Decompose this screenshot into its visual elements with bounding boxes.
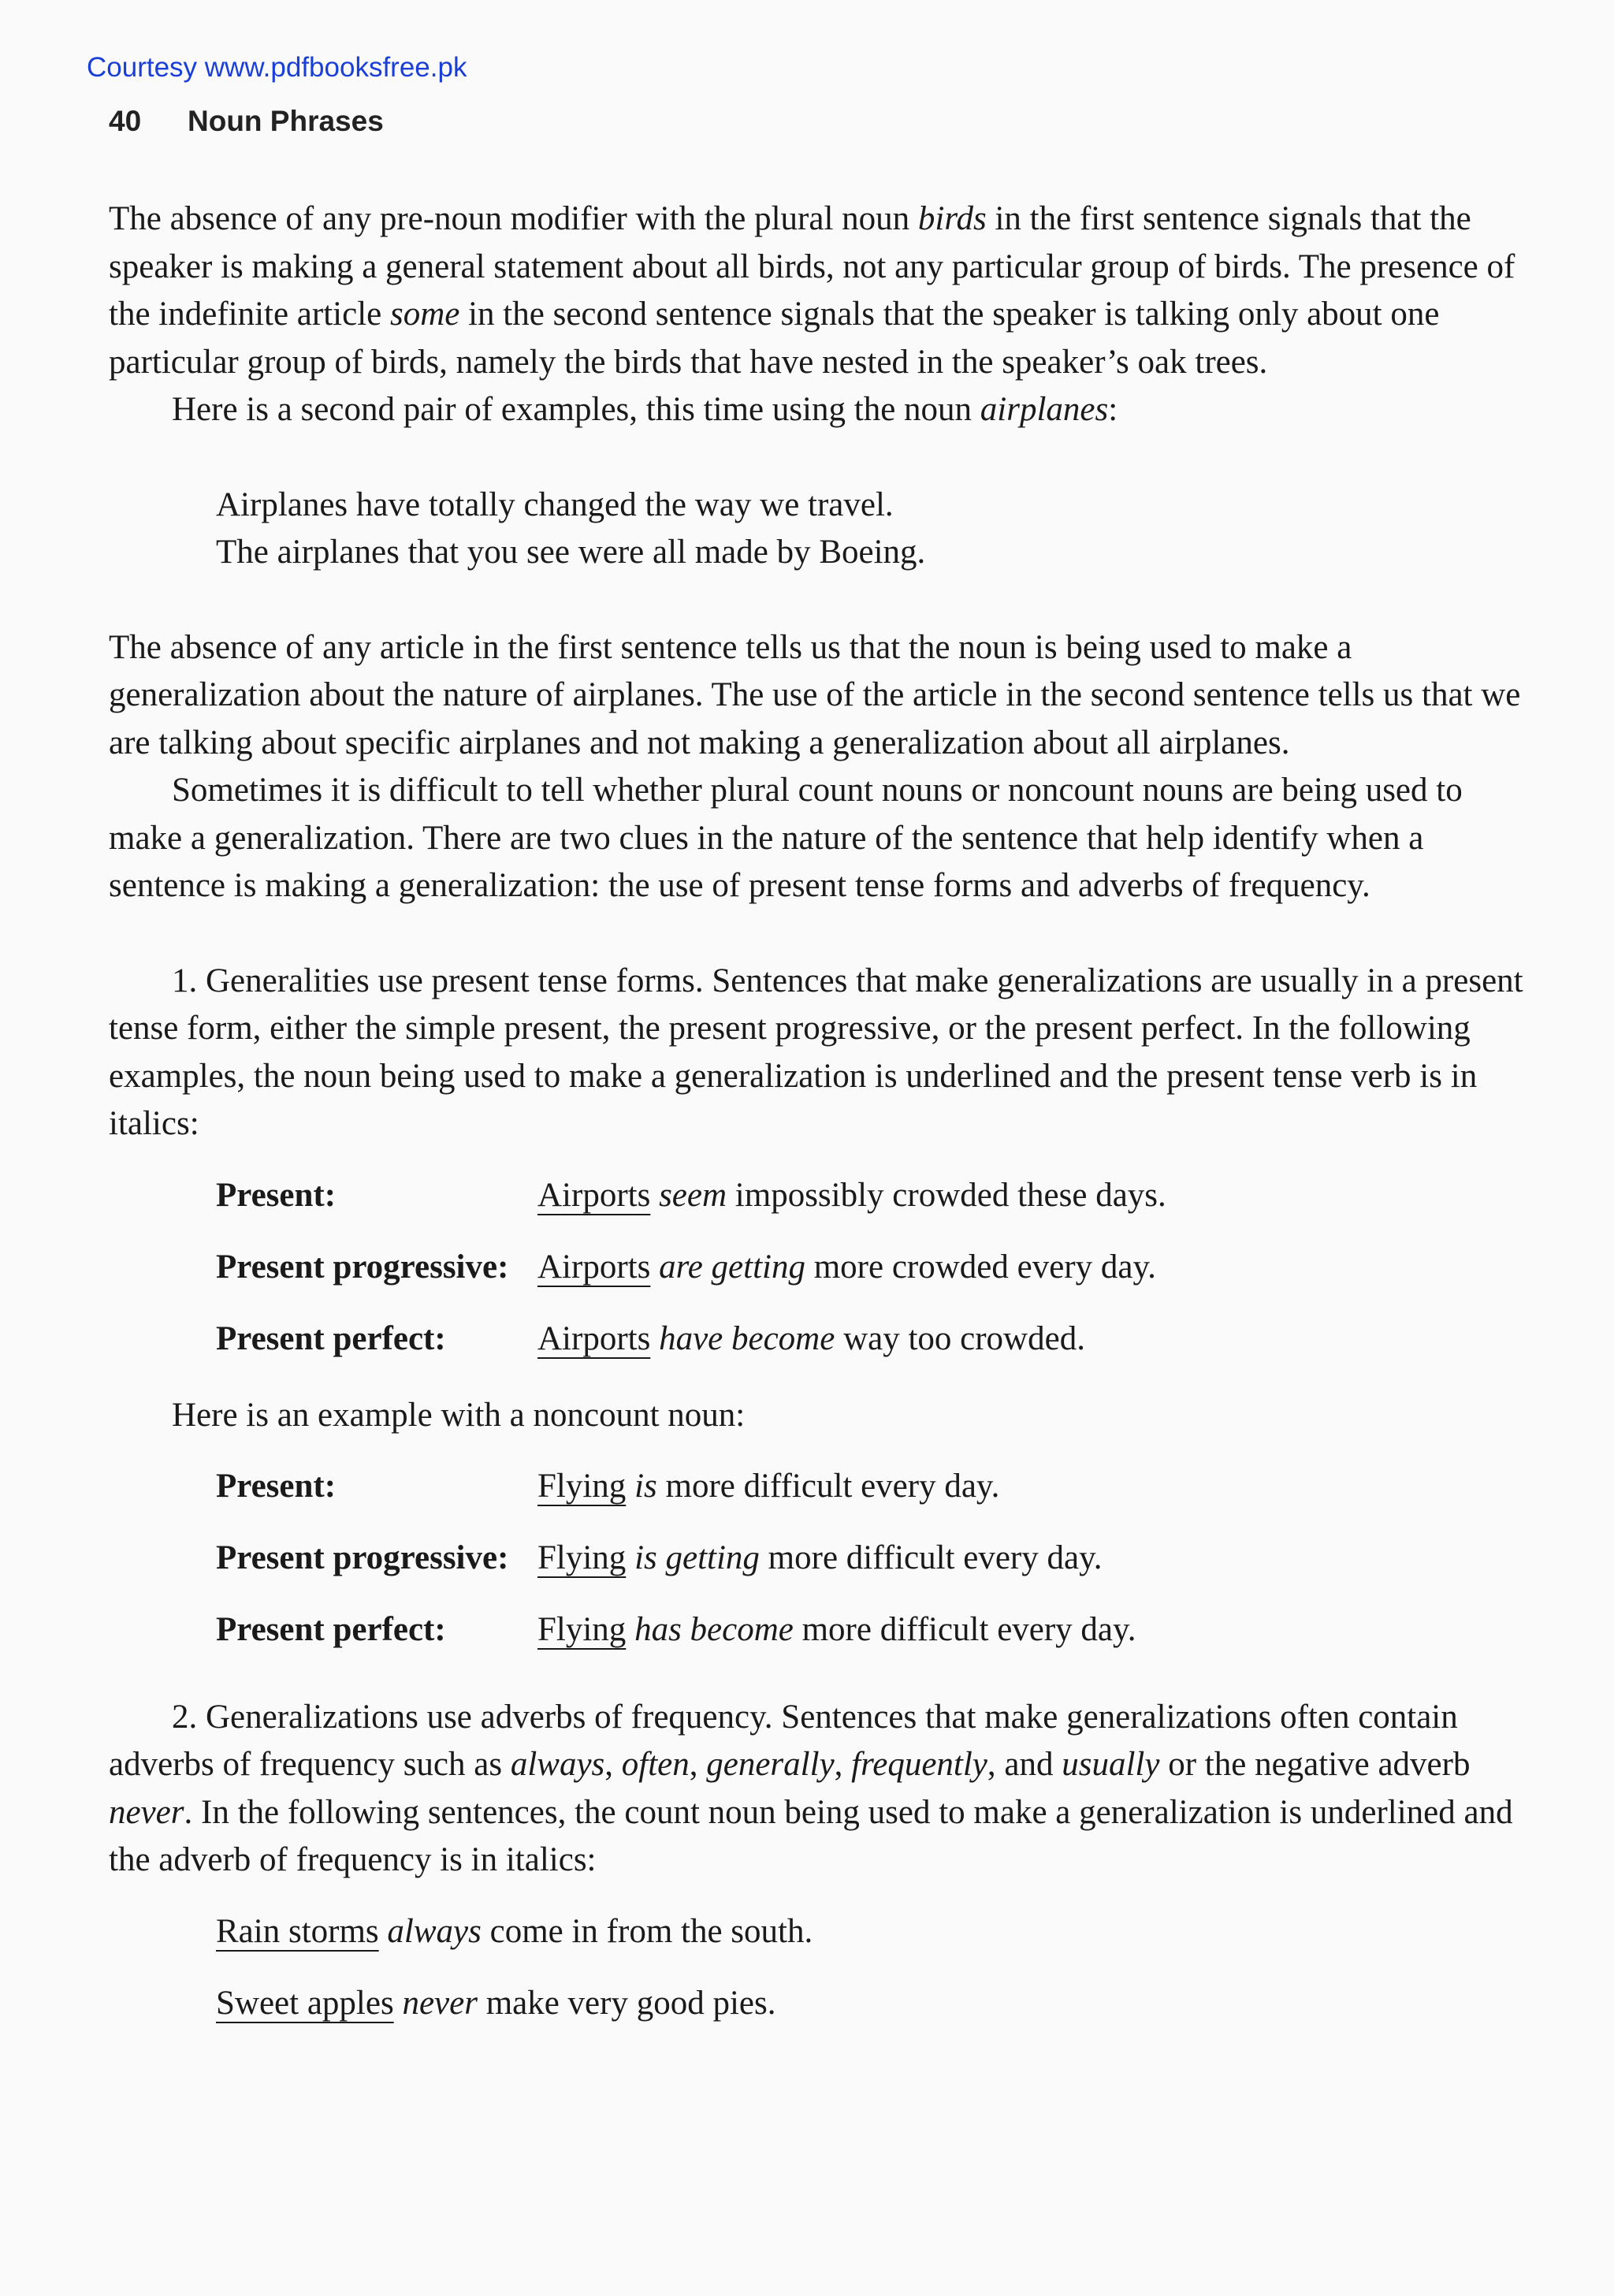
text-run: , bbox=[689, 1746, 707, 1783]
list-item-1: 1. Generalities use present tense forms. Sentences that make generalizations are usually in a present tense form, either the simple present, the present progressive, or the present perfect. In the following examples, the noun being used to make a generalization is underlined and the present tense verb is in italics: bbox=[109, 962, 1523, 1142]
list-item-2 bbox=[109, 1694, 1527, 1885]
page-body bbox=[109, 195, 1527, 2052]
tense-label: Present: bbox=[216, 1176, 337, 1214]
chapter-title: Noun Phrases bbox=[188, 105, 384, 137]
italic-term: birds bbox=[917, 200, 987, 237]
tense-row bbox=[216, 1315, 1527, 1387]
tense-sentence bbox=[537, 1463, 999, 1511]
italic-adverb: frequently bbox=[851, 1746, 987, 1783]
italic-adverb: usually bbox=[1062, 1746, 1160, 1783]
frequency-sentence bbox=[216, 1980, 1527, 2052]
text-run: , and bbox=[987, 1746, 1062, 1783]
text-run: . In the following sentences, the count noun being used to make a generalization is underlined and the adverb of frequency is in italics: bbox=[109, 1793, 1513, 1878]
text-run: or the negative adverb bbox=[1159, 1746, 1471, 1783]
italic-term: airplanes bbox=[980, 391, 1109, 428]
underlined-noun: Sweet apples bbox=[216, 1984, 394, 2022]
text-run: The absence of any pre-noun modifier with the plural noun bbox=[109, 200, 918, 237]
tense-sentence bbox=[537, 1315, 1085, 1364]
italic-verb: are getting bbox=[659, 1248, 805, 1286]
frequency-sentence bbox=[216, 1908, 1527, 1980]
tense-label: Present progressive: bbox=[216, 1248, 509, 1286]
text-run: 2. Generalizations use adverbs of frequency. Sentences that make generalizations often contain adverbs of frequency such as bbox=[109, 1698, 1458, 1783]
underlined-noun: Flying bbox=[537, 1539, 627, 1576]
underlined-noun: Airports bbox=[537, 1248, 651, 1286]
italic-verb: has become bbox=[634, 1610, 794, 1648]
italic-adverb: always bbox=[387, 1912, 482, 1950]
text-run: Here is a second pair of examples, this time using the noun bbox=[172, 391, 980, 428]
italic-verb: have become bbox=[659, 1319, 835, 1357]
noncount-intro: Here is an example with a noncount noun: bbox=[172, 1396, 746, 1434]
italic-adverb: often bbox=[621, 1746, 690, 1783]
running-head bbox=[109, 105, 384, 138]
paragraph-4: Sometimes it is difficult to tell whether plural count nouns or noncount nouns are being used to make a generalization. There are two clues in the nature of the sentence that help identify when a sentence is making a generalization: the use of present tense forms and adverbs of frequency. bbox=[109, 772, 1463, 904]
paragraph-1 bbox=[109, 195, 1527, 386]
tense-row bbox=[216, 1172, 1527, 1244]
text-run: in the second sentence signals that the speaker is talking only about one particular group of birds, namely the birds that have nested in the speaker’s oak trees. bbox=[109, 296, 1440, 381]
italic-verb: is bbox=[634, 1467, 657, 1505]
example-sentence: The airplanes that you see were all made by Boeing. bbox=[216, 534, 926, 571]
italic-adverb: generally bbox=[706, 1746, 835, 1783]
italic-adverb: never bbox=[402, 1984, 478, 2022]
paragraph-3: The absence of any article in the first sentence tells us that the noun is being used to make a generalization about the nature of airplanes. The use of the article in the second sentence tells us that we are talking about specific airplanes and not making a generalization about all airplanes. bbox=[109, 628, 1521, 761]
text-run: , bbox=[834, 1746, 852, 1783]
italic-adverb: never bbox=[109, 1793, 184, 1831]
frequency-examples bbox=[216, 1908, 1527, 2052]
italic-verb: is getting bbox=[634, 1539, 760, 1576]
tense-label: Present progressive: bbox=[216, 1539, 509, 1576]
paragraph-2 bbox=[109, 386, 1527, 434]
example-sentence: Airplanes have totally changed the way we travel. bbox=[216, 486, 894, 523]
spacer bbox=[109, 910, 1527, 958]
text-run: more crowded every day. bbox=[805, 1248, 1156, 1286]
italic-term: some bbox=[389, 296, 460, 333]
tense-label: Present: bbox=[216, 1467, 337, 1505]
underlined-noun: Rain storms bbox=[216, 1912, 379, 1950]
italic-adverb: always bbox=[510, 1746, 605, 1783]
underlined-noun: Flying bbox=[537, 1467, 627, 1505]
page-number: 40 bbox=[109, 105, 142, 137]
text-run: more difficult every day. bbox=[656, 1467, 1000, 1505]
tense-sentence bbox=[537, 1244, 1156, 1292]
tense-label: Present perfect: bbox=[216, 1319, 446, 1357]
courtesy-link[interactable]: Courtesy www.pdfbooksfree.pk bbox=[87, 52, 467, 83]
text-run: more difficult every day. bbox=[759, 1539, 1103, 1576]
tense-label: Present perfect: bbox=[216, 1610, 446, 1648]
tense-row bbox=[216, 1606, 1527, 1678]
tense-sentence bbox=[537, 1172, 1166, 1220]
underlined-noun: Flying bbox=[537, 1610, 627, 1648]
tense-sentence bbox=[537, 1606, 1136, 1654]
text-run: in the first sentence signals that the speaker is making a general statement about all birds, not any particular group of birds. The presence of the indefinite article bbox=[109, 200, 1515, 333]
text-run: : bbox=[1108, 391, 1118, 428]
text-run: make very good pies. bbox=[477, 1984, 776, 2022]
text-run: come in from the south. bbox=[481, 1912, 813, 1950]
italic-verb: seem bbox=[659, 1176, 727, 1214]
text-run: impossibly crowded these days. bbox=[727, 1176, 1166, 1214]
tense-row bbox=[216, 1535, 1527, 1606]
tense-examples-count bbox=[216, 1172, 1527, 1387]
text-run: more difficult every day. bbox=[793, 1610, 1136, 1648]
underlined-noun: Airports bbox=[537, 1176, 651, 1214]
tense-row bbox=[216, 1463, 1527, 1535]
tense-sentence bbox=[537, 1535, 1103, 1583]
spacer bbox=[109, 1678, 1527, 1694]
text-run: way too crowded. bbox=[835, 1319, 1085, 1357]
tense-row bbox=[216, 1244, 1527, 1315]
tense-examples-noncount bbox=[216, 1463, 1527, 1678]
example-sentences bbox=[216, 482, 1527, 577]
underlined-noun: Airports bbox=[537, 1319, 651, 1357]
text-run: , bbox=[604, 1746, 622, 1783]
